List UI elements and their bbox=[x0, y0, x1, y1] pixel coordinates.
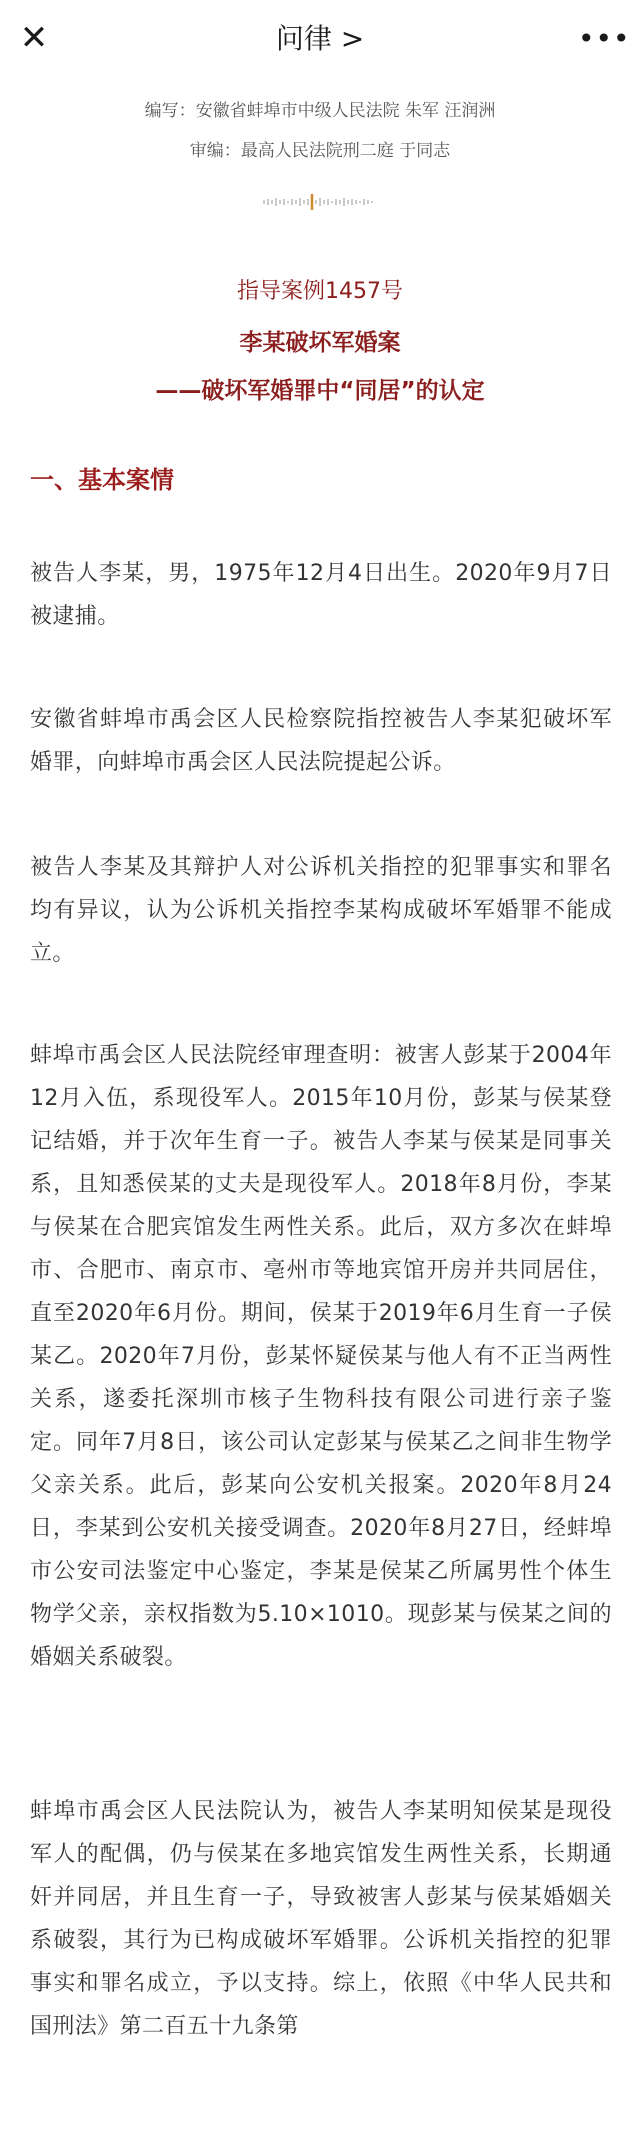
case-subtitle: ——破坏军婚罪中“同居”的认定 bbox=[155, 378, 485, 404]
close-icon[interactable]: ✕ bbox=[19, 18, 49, 58]
author-line: 编写：安徽省蚌埠市中级人民法院 朱军 汪润洲 bbox=[144, 101, 496, 121]
paragraph-facts: 蚌埠市禹会区人民法院经审理查明：被害人彭某于2004年12月入伍，系现役军人。2015年10月份，彭某与侯某登记结婚，并于次年生育一子。被告人李某与侯某是同事关系，且知悉侯某的丈夫是现役军人。2018年8月份，李某与侯某在合肥宾馆发生两性关系。此后，双方多次在蚌埠市、合肥市、南京市、亳州市等地宾馆开房并共同居住，直至2020年6月份。期间，侯某于2019年6月生育一子侯某乙。2020年7月份，彭某怀疑侯某与他人有不正当两性关系，遂委托深圳市核子生物科技有限公司进行亲子鉴定。同年7月8日，该公司认定彭某与侯某乙之间非生物学父亲关系。此后，彭某向公安机关报案。2020年8月24日，李某到公安机关接受调查。2020年8月27日，经蚌埠市公安司法鉴定中心鉴定，李某是侯某乙所属男性个体生物学父亲，亲权指数为5.10×1010。现彭某与侯某之间的婚姻关系破裂。 bbox=[30, 1043, 612, 1670]
paragraph-defense: 被告人李某及其辩护人对公诉机关指控的犯罪事实和罪名均有异议，认为公诉机关指控李某构成破坏军婚罪不能成立。 bbox=[30, 855, 612, 966]
case-number: 指导案例1457号 bbox=[237, 279, 403, 304]
case-title: 李某破坏军婚案 bbox=[239, 330, 401, 356]
top-navigation-bar bbox=[0, 0, 640, 78]
more-icon[interactable]: ••• bbox=[578, 22, 631, 55]
article-content bbox=[0, 78, 640, 2150]
paragraph-prosecution: 安徽省蚌埠市禹会区人民检察院指控被告人李某犯破坏军婚罪，向蚌埠市禹会区人民法院提起公诉。 bbox=[30, 707, 612, 775]
reviewer-line: 审编：最高人民法院刑二庭 于同志 bbox=[189, 141, 451, 161]
nav-title[interactable]: 问律 > bbox=[275, 22, 365, 55]
audio-waveform-icon bbox=[262, 190, 378, 214]
paragraph-defendant-info: 被告人李某，男，1975年12月4日出生。2020年9月7日被逮捕。 bbox=[30, 561, 612, 629]
paragraph-court-opinion: 蚌埠市禹会区人民法院认为，被告人李某明知侯某是现役军人的配偶，仍与侯某在多地宾馆发生两性关系，长期通奸并同居，并且生育一子，导致被害人彭某与侯某婚姻关系破裂，其行为已构成破坏军婚罪。公诉机关指控的犯罪事实和罪名成立，予以支持。综上，依照《中华人民共和国刑法》第二百五十九条第 bbox=[30, 1799, 612, 2039]
section-title: 一、基本案情 bbox=[30, 466, 174, 494]
